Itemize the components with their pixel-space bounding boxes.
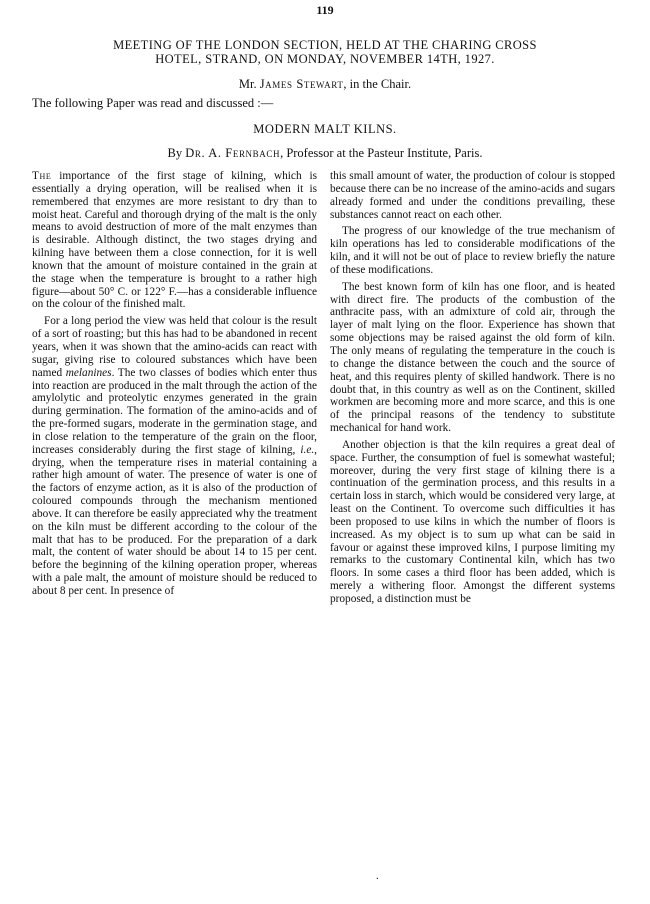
author-prefix: By — [167, 146, 186, 160]
paper-title: MODERN MALT KILNS. — [253, 122, 397, 136]
italic-abbrev: i.e. — [300, 443, 315, 456]
right-paragraph-2: The progress of our knowledge of the true mechanism of kiln operations has led to considerable modifications of the kiln, and it will not be out of place to review briefly the nature of these modifications. — [330, 225, 615, 276]
left-column — [32, 170, 317, 598]
chair-suffix: , in the Chair. — [343, 77, 412, 91]
author-line — [0, 146, 650, 161]
page-number: 119 — [316, 3, 334, 17]
italic-term: melanines — [65, 366, 112, 379]
chair-prefix: Mr. — [238, 77, 260, 91]
meeting-heading-line2: HOTEL, STRAND, ON MONDAY, NOVEMBER 14TH, 1927. — [155, 52, 495, 66]
right-column — [330, 170, 615, 606]
chair-line — [0, 77, 650, 92]
left-paragraph-1: The importance of the first stage of kilning, which is essentially a drying operation, will be realised when it is remembered that enzymes are more resistant to dry than to moist heat. Careful and thorough drying of the malt is the only means to avoid destruction of more of the malt enzymes than is desirable. Although distinct, the two stages drying and kilning have between them a close connection, for it is well known that the amount of moisture contained in the grain at the stage when the temperature is brought to a rather high figure—about 50° C. or 122° F.—has a considerable influence on the colour of the finished malt. — [32, 170, 317, 311]
right-paragraph-4: Another objection is that the kiln requires a great deal of space. Further, the consumption of fuel is somewhat wasteful; moreover, during the very first stage of kilning there is a continuation of the germination process, and this results in a certain loss in starch, which would be considered very large, at least on the Continent. To overcome such difficulties it has been proposed to use kilns in which the number of floors is increased. As my object is to sum up what can be said in favour or against these improved kilns, I purpose limiting my remarks to the customary Continental kiln, which has two floors. In some cases a third floor has been added, which is merely a withering floor. Amongst the different systems proposed, a distinction must be — [330, 438, 615, 605]
meeting-heading-line1: MEETING OF THE LONDON SECTION, HELD AT THE CHARING CROSS — [113, 38, 537, 52]
right-paragraph-3: The best known form of kiln has one floor, and is heated with direct fire. The products of the combustion of the anthracite pass, with an admixture of cold air, through the layer of malt lying on the floor. Experience has shown that some objections may be raised against the old form of kiln. The only means of regulating the temperature in the couch is to change the distance between the couch and the source of heat, and this requires plenty of skilled handwork. There is no doubt that, in this country as well as on the Continent, skilled workmen are becoming more and more scarce, and this is one of the principal reasons of the tendency to substitute mechanical for hand work. — [330, 280, 615, 435]
footer-mark: . — [376, 870, 379, 882]
chair-name: James Stewart — [259, 77, 344, 91]
author-suffix: , Professor at the Pasteur Institute, Paris. — [280, 146, 483, 160]
left-paragraph-2: For a long period the view was held that colour is the result of a sort of roasting; but this has had to be abandoned in recent years, when it was shown that the amino-acids can react with sugar, giving rise to coloured substances which have been named melanines. The two classes of bodies which enter thus into reaction are produced in the malt through the action of the amylolytic and proteolytic enzymes generated in the grain during germination. The formation of the amino-acids and of the pre-formed sugars, moderate in the germination stage, and in close relation to the temperature of the grain on the floor, increases considerably during the first stage of kilning, i.e., drying, when the temperature rises in material containing a rather high amount of water. The presence of water is one of the factors of enzyme action, as it is also of the production of coloured compounds through the mechanism mentioned above. It can therefore be easily appreciated why the treatment on the kiln must be different according to the colour of the malt that has to be produced. For the preparation of a dark malt, the content of water should be about 14 to 15 per cent. before the beginning of the kilning operation proper, whereas with a pale malt, the amount of moisture should be reduced to about 8 per cent. In presence of — [32, 315, 318, 597]
right-paragraph-1: this small amount of water, the production of colour is stopped because there can be no increase of the amino-acids and sugars already formed and under the conditions prevailing, these substances cannot react on each other. — [330, 170, 615, 221]
drop-lead-word: The — [32, 170, 52, 182]
author-name: Dr. A. Fernbach — [185, 146, 281, 160]
intro-line: The following Paper was read and discussed :— — [32, 96, 274, 110]
